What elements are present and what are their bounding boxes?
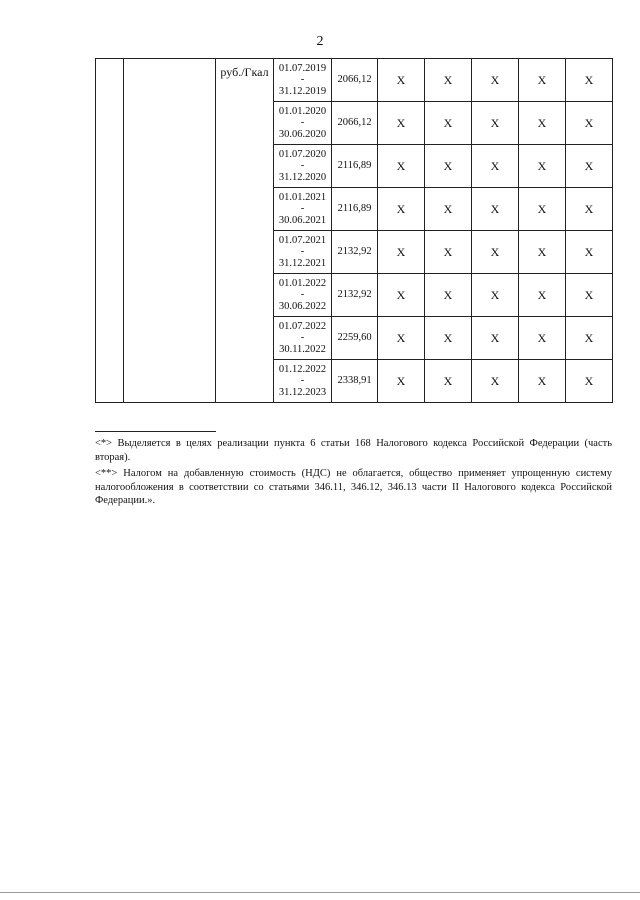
x-mark-cell: Х [566, 231, 613, 274]
x-mark-cell: Х [566, 274, 613, 317]
period-cell [274, 274, 332, 317]
footnotes [95, 437, 612, 511]
x-mark-cell: Х [519, 360, 566, 403]
period-line: - [300, 203, 305, 215]
tariff-value-cell: 2116,89 [332, 188, 378, 231]
x-mark-cell: Х [566, 188, 613, 231]
x-mark-cell: Х [378, 317, 425, 360]
period-line: - [300, 289, 305, 301]
period-line: 30.06.2022 [278, 300, 327, 312]
period-line: 31.12.2019 [278, 85, 327, 97]
tariff-value-cell: 2066,12 [332, 102, 378, 145]
x-mark-cell: Х [472, 59, 519, 102]
x-mark-cell: Х [425, 274, 472, 317]
period-cell [274, 317, 332, 360]
x-mark-cell: Х [566, 145, 613, 188]
period-line: 31.12.2021 [278, 257, 327, 269]
x-mark-cell: Х [378, 231, 425, 274]
x-mark-cell: Х [425, 360, 472, 403]
page-number: 2 [316, 34, 324, 49]
x-mark-cell: Х [519, 59, 566, 102]
footnote-separator [95, 431, 216, 432]
period-line: 30.11.2022 [279, 343, 326, 355]
x-mark-cell: Х [566, 59, 613, 102]
tariff-value-cell: 2116,89 [332, 145, 378, 188]
tariff-value-cell: 2066,12 [332, 59, 378, 102]
x-mark-cell: Х [519, 102, 566, 145]
scan-bottom-edge [0, 892, 640, 893]
period-line: 30.06.2021 [278, 214, 327, 226]
x-mark-cell: Х [378, 59, 425, 102]
period-cell [274, 188, 332, 231]
tariff-value-cell: 2338,91 [332, 360, 378, 403]
period-line: - [300, 246, 305, 258]
table-row [96, 59, 613, 102]
period-cell [274, 102, 332, 145]
period-line: 01.01.2022 [278, 277, 327, 289]
period-line: 01.07.2021 [278, 234, 327, 246]
period-cell [274, 360, 332, 403]
x-mark-cell: Х [425, 317, 472, 360]
period-cell [274, 59, 332, 102]
x-mark-cell: Х [425, 188, 472, 231]
x-mark-cell: Х [378, 274, 425, 317]
period-line: 01.07.2019 [278, 62, 327, 74]
period-line: 01.07.2022 [278, 320, 327, 332]
x-mark-cell: Х [472, 102, 519, 145]
x-mark-cell: Х [472, 317, 519, 360]
x-mark-cell: Х [472, 188, 519, 231]
table-body [96, 59, 613, 403]
x-mark-cell: Х [378, 360, 425, 403]
period-line: 01.12.2022 [278, 363, 327, 375]
x-mark-cell: Х [425, 59, 472, 102]
period-line: 01.01.2020 [278, 105, 327, 117]
x-mark-cell: Х [378, 102, 425, 145]
period-line: - [300, 375, 305, 387]
x-mark-cell: Х [519, 274, 566, 317]
x-mark-cell: Х [472, 274, 519, 317]
empty-number-cell [96, 59, 124, 403]
period-line: 01.07.2020 [278, 148, 327, 160]
period-line: 01.01.2021 [278, 191, 327, 203]
period-line: - [300, 332, 305, 344]
x-mark-cell: Х [378, 145, 425, 188]
empty-name-cell [124, 59, 216, 403]
footnote-vat-exemption: <**> Налогом на добавленную стоимость (НДС) не облагается, общество применяет упрощенную систему налогообложения в соответствии со статьями 346.11, 346.12, 346.13 части II Налогового кодекса Российской Федерации.». [95, 468, 612, 506]
x-mark-cell: Х [519, 231, 566, 274]
tariff-value-cell: 2259,60 [332, 317, 378, 360]
x-mark-cell: Х [378, 188, 425, 231]
x-mark-cell: Х [425, 231, 472, 274]
period-line: - [300, 160, 305, 172]
period-cell [274, 231, 332, 274]
x-mark-cell: Х [472, 231, 519, 274]
tariff-value-cell: 2132,92 [332, 274, 378, 317]
unit-cell: руб./Гкал [216, 59, 274, 403]
x-mark-cell: Х [519, 188, 566, 231]
x-mark-cell: Х [566, 102, 613, 145]
period-line: - [300, 74, 305, 86]
x-mark-cell: Х [425, 145, 472, 188]
x-mark-cell: Х [566, 317, 613, 360]
x-mark-cell: Х [519, 317, 566, 360]
period-line: 31.12.2023 [278, 386, 327, 398]
tariff-value-cell: 2132,92 [332, 231, 378, 274]
footnote-vat-allocation: <*> Выделяется в целях реализации пункта 6 статьи 168 Налогового кодекса Российской Федерации (часть вторая). [95, 438, 612, 463]
period-line: 31.12.2020 [278, 171, 327, 183]
x-mark-cell: Х [519, 145, 566, 188]
period-cell [274, 145, 332, 188]
x-mark-cell: Х [425, 102, 472, 145]
x-mark-cell: Х [566, 360, 613, 403]
x-mark-cell: Х [472, 360, 519, 403]
period-line: - [300, 117, 305, 129]
period-line: 30.06.2020 [278, 128, 327, 140]
x-mark-cell: Х [472, 145, 519, 188]
tariff-table [95, 58, 613, 403]
